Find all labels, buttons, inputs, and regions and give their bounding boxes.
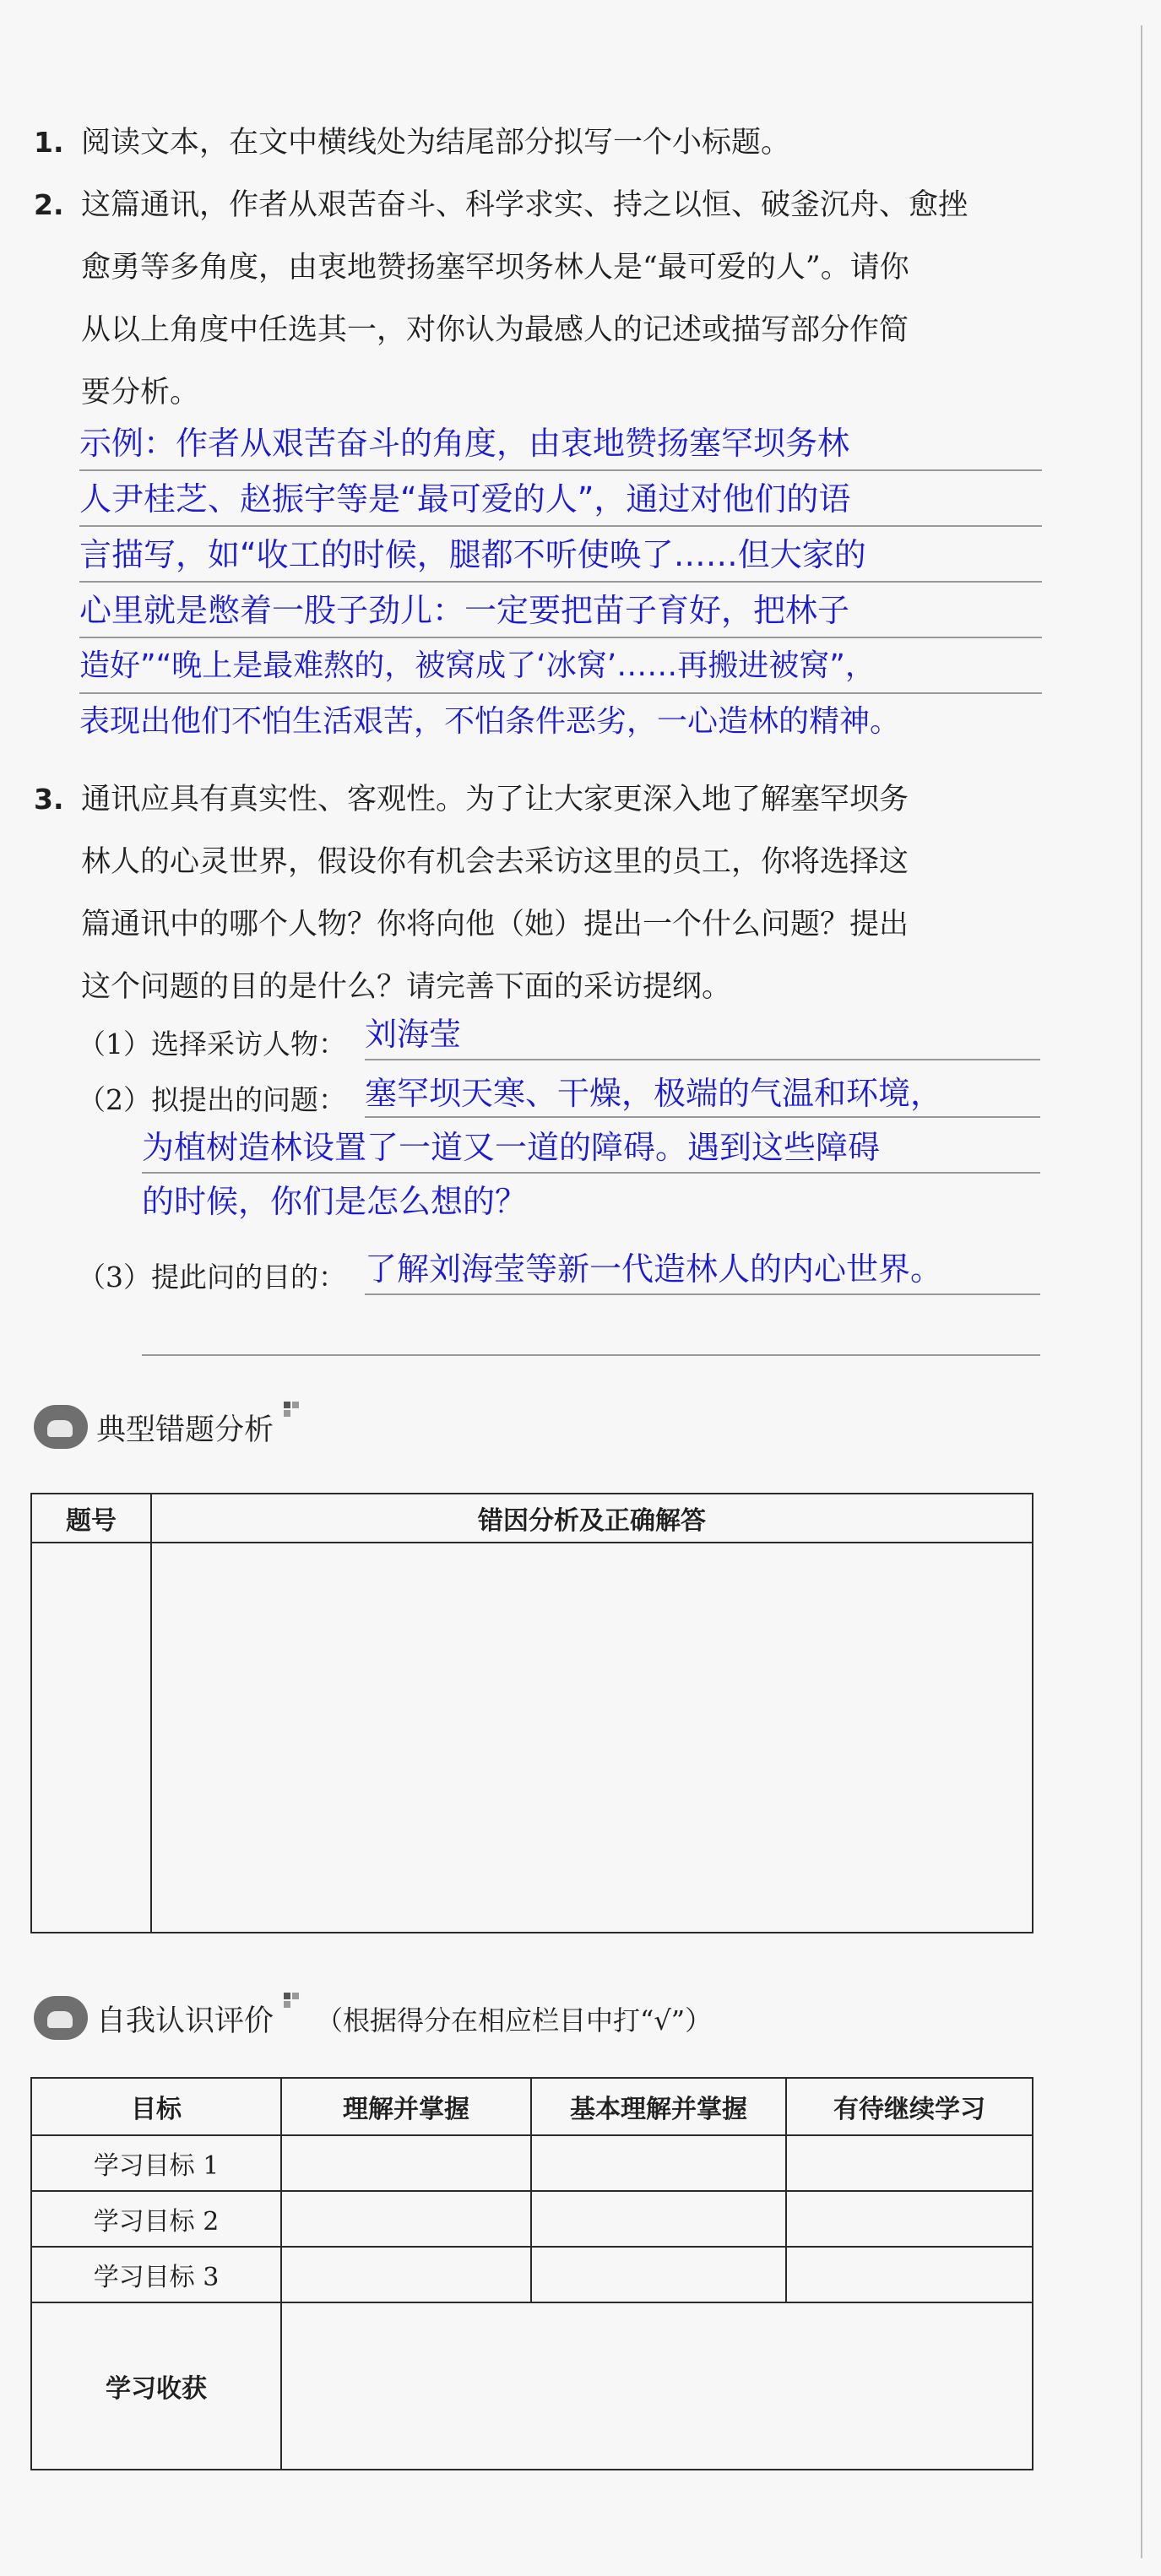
answer-line: 人尹桂芝、赵振宇等是“最可爱的人”，通过对他们的语 bbox=[79, 480, 851, 518]
table-header: 基本理解并掌握 bbox=[531, 2078, 786, 2135]
table-header: 理解并掌握 bbox=[281, 2078, 531, 2135]
answer-rule bbox=[365, 1059, 1040, 1060]
answer-rule bbox=[365, 1116, 1040, 1118]
gain-label: 学习收获 bbox=[31, 2302, 281, 2470]
pen-icon bbox=[47, 1420, 73, 1437]
check-cell[interactable] bbox=[281, 2191, 531, 2247]
answer-line: 示例：作者从艰苦奋斗的角度，由衷地赞扬塞罕坝务林 bbox=[79, 425, 850, 462]
answer-line: 表现出他们不怕生活艰苦，不怕条件恶劣，一心造林的精神。 bbox=[79, 704, 901, 739]
question-text-line: 通讯应具有真实性、客观性。为了让大家更深入地了解塞罕坝务 bbox=[81, 783, 909, 816]
answer-rule bbox=[79, 637, 1042, 638]
table-row bbox=[31, 2191, 1033, 2247]
self-assessment-table bbox=[30, 2077, 1034, 2470]
check-cell[interactable] bbox=[281, 2247, 531, 2302]
q3-item1-answer: 刘海莹 bbox=[365, 1016, 462, 1053]
decor-dots-icon bbox=[284, 1993, 306, 2009]
question-text: 阅读文本，在文中横线处为结尾部分拟写一个小标题。 bbox=[81, 126, 791, 160]
table-header: 目标 bbox=[31, 2078, 281, 2135]
answer-line: 心里就是憋着一股子劲儿：一定要把苗子育好，把林子 bbox=[79, 592, 850, 629]
question-2 bbox=[34, 174, 1047, 424]
question-number: 3. bbox=[34, 783, 64, 816]
question-number: 1. bbox=[34, 126, 64, 159]
answer-rule bbox=[79, 581, 1042, 583]
table-header: 有待继续学习 bbox=[786, 2078, 1033, 2135]
table-cell-qnum[interactable] bbox=[31, 1543, 151, 1933]
question-text-line: 这篇通讯，作者从艰苦奋斗、科学求实、持之以恒、破釜沉舟、愈挫 bbox=[81, 188, 968, 222]
q3-item2-answer-line: 为植树造林设置了一道又一道的障碍。遇到这些障碍 bbox=[142, 1129, 881, 1166]
goal-label: 学习目标 2 bbox=[31, 2191, 281, 2247]
question-text-line: 愈勇等多角度，由衷地赞扬塞罕坝务林人是“最可爱的人”。请你 bbox=[81, 251, 909, 285]
check-cell[interactable] bbox=[786, 2247, 1033, 2302]
section-badge bbox=[34, 1405, 88, 1449]
table-header-qnum: 题号 bbox=[31, 1494, 151, 1543]
answer-rule bbox=[79, 692, 1042, 694]
table-row bbox=[31, 2135, 1033, 2191]
section-badge bbox=[34, 1996, 88, 2040]
answer-line: 言描写，如“收工的时候，腿都不听使唤了……但大家的 bbox=[79, 536, 866, 573]
question-text-line: 篇通讯中的哪个人物？你将向他（她）提出一个什么问题？提出 bbox=[81, 908, 909, 941]
check-cell[interactable] bbox=[786, 2135, 1033, 2191]
table-row bbox=[31, 2247, 1033, 2302]
decor-dots-icon bbox=[284, 1402, 306, 1418]
answer-rule bbox=[79, 469, 1042, 471]
section-note: （根据得分在相应栏目中打“√”） bbox=[316, 2004, 713, 2036]
question-number: 2. bbox=[34, 188, 64, 221]
q3-item2-answer-line: 塞罕坝天寒、干燥，极端的气温和环境， bbox=[365, 1075, 943, 1112]
table-cell-analysis[interactable] bbox=[151, 1543, 1033, 1933]
answer-rule bbox=[142, 1172, 1040, 1174]
question-1 bbox=[34, 111, 1047, 174]
check-cell[interactable] bbox=[786, 2191, 1033, 2247]
q3-item3-answer: 了解刘海莹等新一代造林人的内心世界。 bbox=[365, 1250, 943, 1288]
error-analysis-table bbox=[30, 1493, 1034, 1933]
q3-item3-label: （3）提此问的目的： bbox=[78, 1261, 346, 1293]
section-title: 自我认识评价 bbox=[96, 2004, 274, 2038]
question-text-line: 从以上角度中任选其一，对你认为最感人的记述或描写部分作简 bbox=[81, 313, 909, 347]
pen-icon bbox=[47, 2011, 73, 2028]
answer-rule bbox=[365, 1293, 1040, 1295]
q3-item1-label: （1）选择采访人物： bbox=[78, 1028, 346, 1060]
question-3 bbox=[34, 768, 1047, 1018]
answer-rule bbox=[142, 1354, 1040, 1356]
q3-item2-answer-line: 的时候，你们是怎么想的？ bbox=[142, 1183, 528, 1220]
check-cell[interactable] bbox=[531, 2135, 786, 2191]
check-cell[interactable] bbox=[531, 2247, 786, 2302]
goal-label: 学习目标 1 bbox=[31, 2135, 281, 2191]
question-text-line: 要分析。 bbox=[81, 376, 200, 409]
answer-line: 造好”“晚上是最难熬的，被窝成了‘冰窝’……再搬进被窝”， bbox=[79, 648, 876, 683]
question-text-line: 这个问题的目的是什么？请完善下面的采访提纲。 bbox=[81, 970, 732, 1004]
q3-item2-label: （2）拟提出的问题： bbox=[78, 1083, 346, 1116]
answer-rule bbox=[79, 525, 1042, 527]
question-text-line: 林人的心灵世界，假设你有机会去采访这里的员工，你将选择这 bbox=[81, 845, 909, 879]
goal-label: 学习目标 3 bbox=[31, 2247, 281, 2302]
table-row bbox=[31, 2302, 1033, 2470]
page-edge-line bbox=[1141, 25, 1142, 2558]
check-cell[interactable] bbox=[281, 2135, 531, 2191]
check-cell[interactable] bbox=[531, 2191, 786, 2247]
gain-cell[interactable] bbox=[281, 2302, 1033, 2470]
table-header-analysis: 错因分析及正确解答 bbox=[151, 1494, 1033, 1543]
section-title: 典型错题分析 bbox=[96, 1413, 274, 1447]
